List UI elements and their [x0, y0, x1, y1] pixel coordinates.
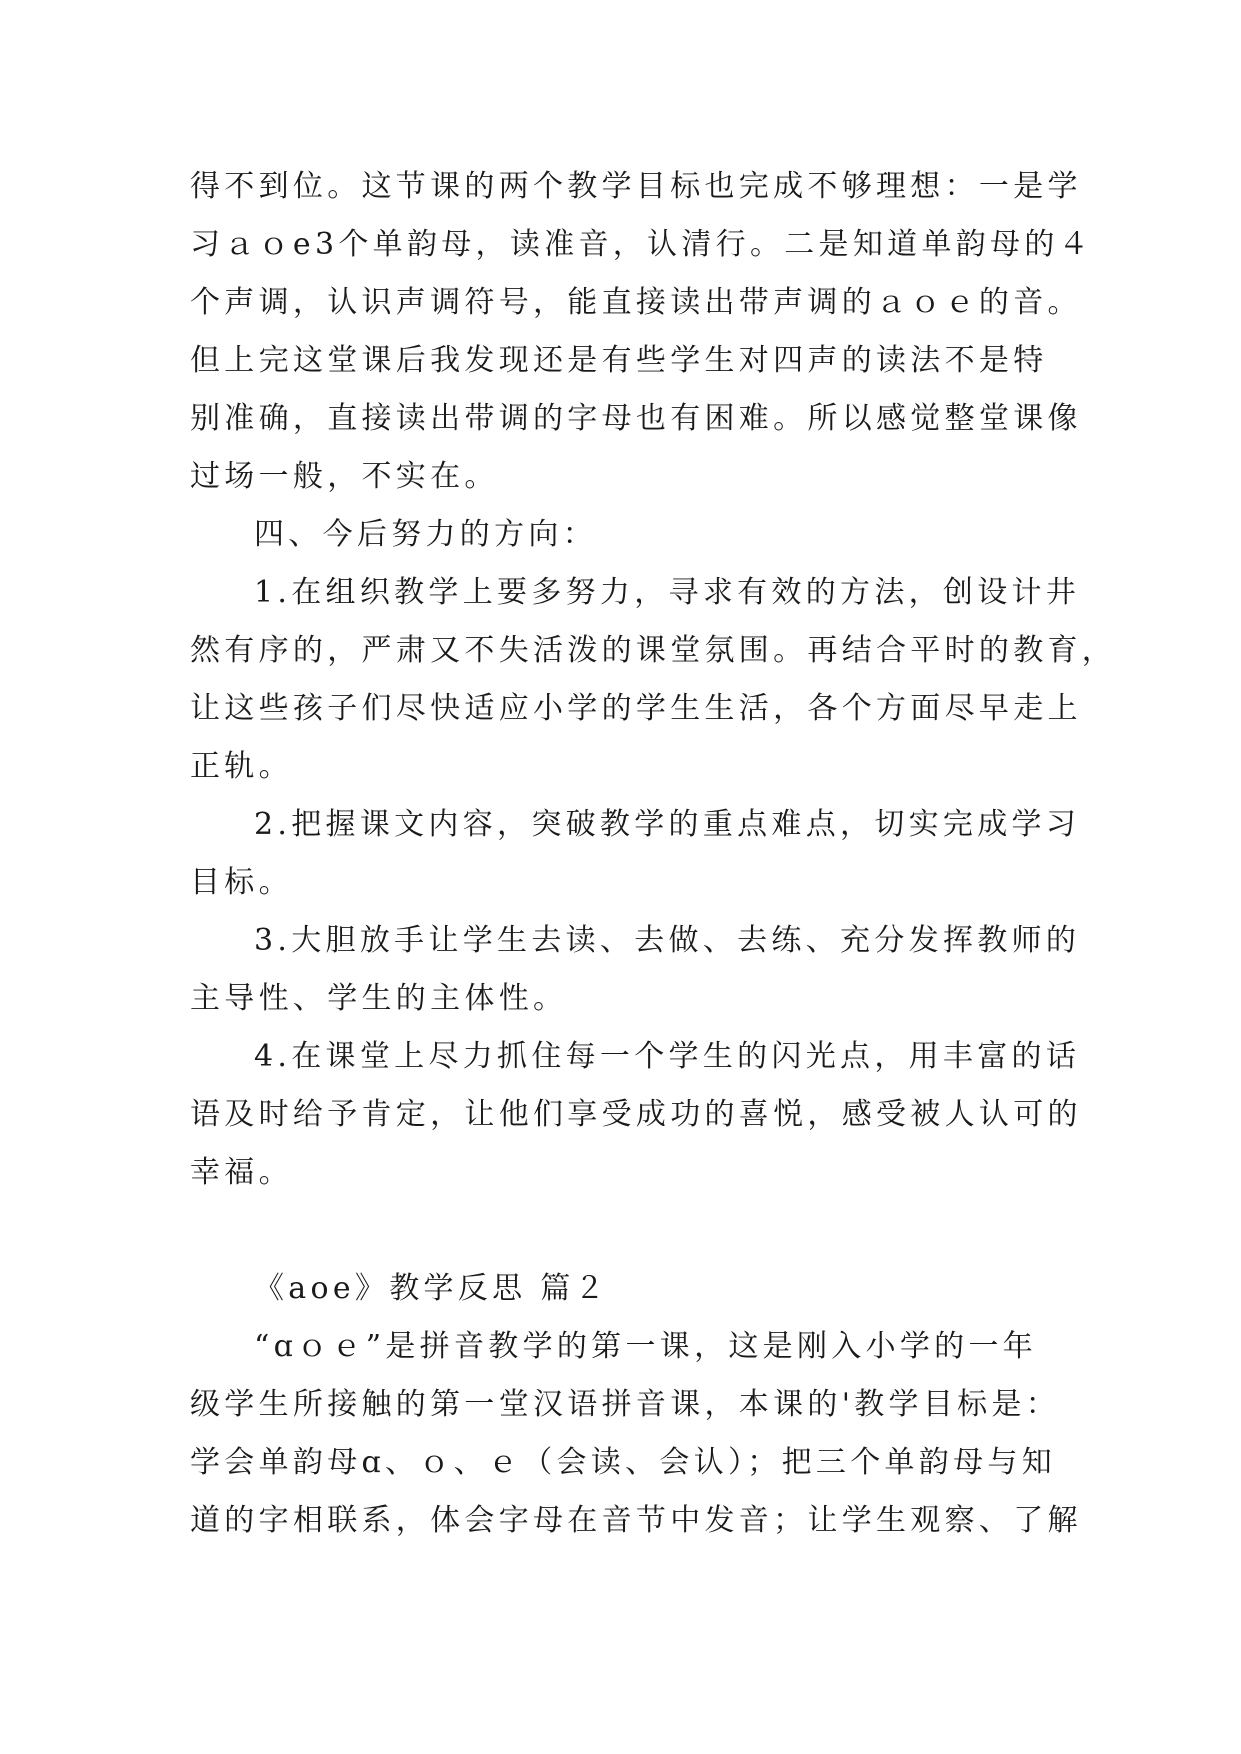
text-line: 3.大胆放手让学生去读、去做、去练、充分发挥教师的 — [254, 923, 1081, 958]
section-spacer — [190, 1202, 1060, 1260]
text-line: 但上完这堂课后我发现还是有些学生对四声的读法不是特 — [190, 343, 1048, 378]
paragraph-continuation — [190, 158, 1093, 506]
article-title: 《aoe》教学反思 篇２ — [254, 1271, 609, 1306]
list-item-3 — [190, 912, 1081, 1028]
text-line: “ɑｏｅ”是拼音教学的第一课，这是刚入小学的一年 — [254, 1329, 1038, 1364]
document-page — [190, 158, 1117, 1550]
text-line: 级学生所接触的第一堂汉语拼音课，本课的'教学目标是： — [190, 1387, 1061, 1422]
text-line: 得不到位。这节课的两个教学目标也完成不够理想：一是学 — [190, 169, 1082, 204]
text-line: 4.在课堂上尽力抓住每一个学生的闪光点，用丰富的话 — [254, 1039, 1081, 1074]
text-line: 个声调，认识声调符号，能直接读出带声调的ａｏｅ的音。 — [190, 285, 1082, 320]
paragraph-intro — [190, 1318, 1082, 1550]
text-line: 别准确，直接读出带调的字母也有困难。所以感觉整堂课像 — [190, 401, 1082, 436]
text-line: 然有序的，严肃又不失活泼的课堂氛围。再结合平时的教育， — [190, 633, 1117, 668]
text-line: 幸福。 — [190, 1155, 293, 1190]
list-item-2 — [190, 796, 1081, 912]
text-line: 1.在组织教学上要多努力，寻求有效的方法，创设计井 — [254, 575, 1081, 610]
text-line: 学会单韵母ɑ、ｏ、ｅ（会读、会认）；把三个单韵母与知 — [190, 1445, 1057, 1480]
text-line: 主导性、学生的主体性。 — [190, 981, 568, 1016]
list-item-1 — [190, 564, 1117, 796]
text-line: 让这些孩子们尽快适应小学的学生生活，各个方面尽早走上 — [190, 691, 1082, 726]
text-line: 过场一般，不实在。 — [190, 459, 499, 494]
text-line: 道的字相联系，体会字母在音节中发音；让学生观察、了解 — [190, 1503, 1082, 1538]
text-line: 2.把握课文内容，突破教学的重点难点，切实完成学习 — [254, 807, 1081, 842]
text-line: 语及时给予肯定，让他们享受成功的喜悦，感受被人认可的 — [190, 1097, 1082, 1132]
text-line: 正轨。 — [190, 749, 293, 784]
text-line: 目标。 — [190, 865, 293, 900]
text-line: 习ａｏe3个单韵母，读准音，认清行。二是知道单韵母的４ — [190, 227, 1093, 262]
section-heading: 四、今后努力的方向： — [254, 517, 597, 552]
list-item-4 — [190, 1028, 1082, 1202]
